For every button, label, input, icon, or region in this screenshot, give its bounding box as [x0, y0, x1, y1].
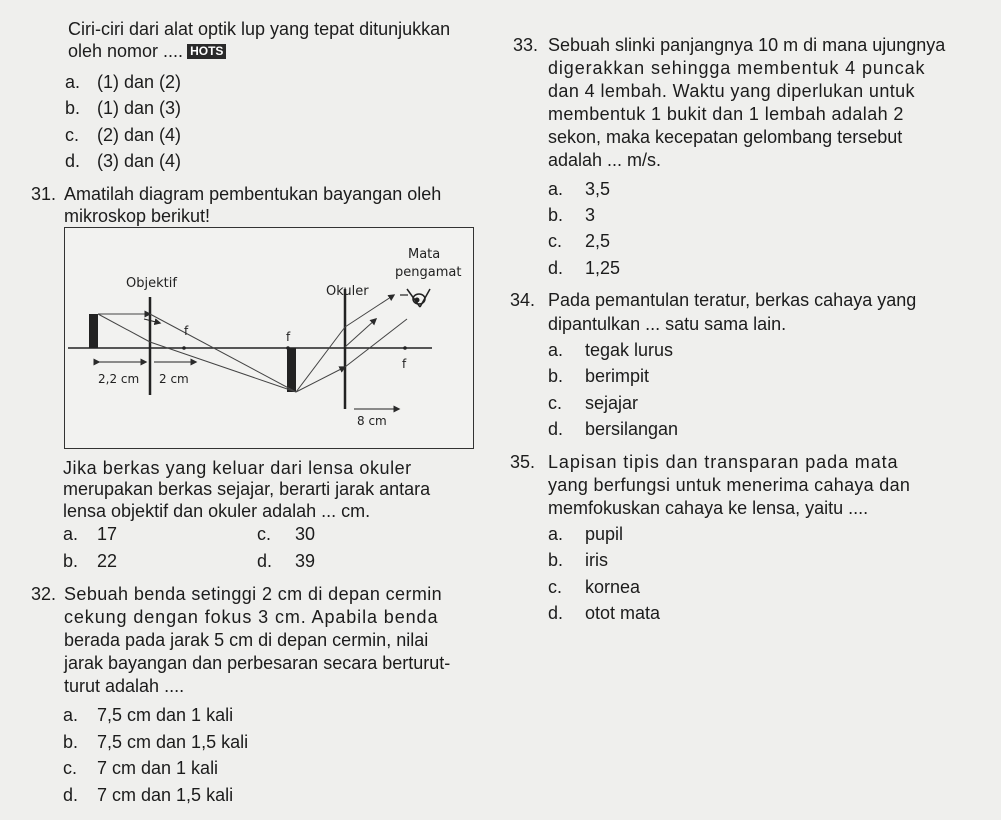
q32-option-a[interactable]: a. — [63, 705, 79, 725]
q34-line1: Pada pemantulan teratur, berkas cahaya yang — [548, 290, 917, 310]
q32-option-d[interactable]: d. — [63, 785, 79, 805]
q31-number: 31. — [31, 184, 57, 204]
q35-number: 35. — [510, 452, 536, 472]
q32-number: 32. — [31, 584, 57, 604]
q33-line2: digerakkan sehingga membentuk 4 puncak — [548, 58, 926, 78]
q32-line4: jarak bayangan dan perbesaran secara berturut- — [64, 653, 451, 673]
q34-option-c[interactable]: c. — [548, 393, 563, 413]
q33-line6: adalah ... m/s. — [548, 150, 662, 170]
q33-line4: membentuk 1 bukit dan 1 lembah adalah 2 — [548, 104, 904, 124]
q32-line1: Sebuah benda setinggi 2 cm di depan cermin — [64, 584, 443, 604]
q33-option-a-text: 3,5 — [585, 179, 611, 199]
label-8cm: 8 cm — [357, 414, 387, 428]
q35-line2: yang berfungsi untuk menerima cahaya dan — [548, 475, 911, 495]
q34-option-a[interactable]: a. — [548, 340, 564, 360]
label-2-2cm: 2,2 cm — [98, 372, 140, 386]
q32-option-c-text: 7 cm dan 1 kali — [97, 758, 219, 778]
q32-option-b[interactable]: b. — [63, 732, 79, 752]
label-mata: Mata — [408, 247, 441, 262]
q34-option-b-text: berimpit — [585, 366, 650, 386]
q34-option-a-text: tegak lurus — [585, 340, 674, 360]
q32-line2: cekung dengan fokus 3 cm. Apabila benda — [64, 607, 439, 627]
q35-line1: Lapisan tipis dan transparan pada mata — [548, 452, 899, 472]
q30-option-d-text: (3) dan (4) — [97, 151, 182, 171]
label-pengamat: pengamat — [395, 265, 462, 280]
q33-option-a[interactable]: a. — [548, 179, 564, 199]
label-f-eyepiece: f — [402, 357, 407, 371]
label-f-image: f — [286, 330, 291, 344]
q31-option-b-text: 22 — [97, 551, 118, 571]
q33-line5: sekon, maka kecepatan gelombang tersebut — [548, 127, 903, 147]
q34-option-b[interactable]: b. — [548, 366, 564, 386]
q31-after-line2: merupakan berkas sejajar, berarti jarak antara — [63, 479, 431, 499]
q31-option-d-text: 39 — [295, 551, 316, 571]
q35-option-c[interactable]: c. — [548, 577, 563, 597]
label-okuler: Okuler — [326, 284, 369, 299]
q34-option-d-text: bersilangan — [585, 419, 679, 439]
q35-line3: memfokuskan cahaya ke lensa, yaitu .... — [548, 498, 869, 518]
q30-stem-line2 — [68, 40, 226, 62]
q31-option-a-text: 17 — [97, 524, 118, 544]
q33-option-d-text: 1,25 — [585, 258, 621, 278]
q33-number: 33. — [513, 35, 539, 55]
q35-option-a-text: pupil — [585, 524, 624, 544]
q32-option-a-text: 7,5 cm dan 1 kali — [97, 705, 234, 725]
intermediate-image-icon — [287, 348, 296, 392]
q30-stem-line1: Ciri-ciri dari alat optik lup yang tepat ditunjukkan — [68, 19, 451, 39]
q35-option-b-text: iris — [585, 550, 608, 570]
focus-point — [403, 346, 407, 350]
q31-option-d[interactable]: d. — [257, 551, 273, 571]
focus-point — [286, 346, 290, 350]
q30-option-c[interactable] — [65, 124, 79, 146]
label-2cm: 2 cm — [159, 372, 189, 386]
q32-line3: berada pada jarak 5 cm di depan cermin, nilai — [64, 630, 429, 650]
q31-option-b[interactable]: b. — [63, 551, 79, 571]
q32-line5: turut adalah .... — [64, 676, 185, 696]
q31-option-c[interactable]: c. — [257, 524, 272, 544]
q35-option-c-text: kornea — [585, 577, 641, 597]
q30-option-b[interactable] — [65, 97, 80, 119]
q31-stem-line1: Amatilah diagram pembentukan bayangan oleh — [64, 184, 442, 204]
focus-point — [182, 346, 186, 350]
q33-option-c[interactable]: c. — [548, 231, 563, 251]
q31-after-line3: lensa objektif dan okuler adalah ... cm. — [63, 501, 371, 521]
q32-option-b-text: 7,5 cm dan 1,5 kali — [97, 732, 249, 752]
q33-line1: Sebuah slinki panjangnya 10 m di mana ujungnya — [548, 35, 946, 55]
q34-option-c-text: sejajar — [585, 393, 639, 413]
q35-option-a[interactable]: a. — [548, 524, 564, 544]
q34-line2: dipantulkan ... satu sama lain. — [548, 314, 787, 334]
option-letter: b. — [65, 98, 81, 118]
q33-option-b-text: 3 — [585, 205, 596, 225]
q30-option-b-text: (1) dan (3) — [97, 98, 182, 118]
q30-stem-text: oleh nomor .... — [68, 41, 184, 61]
label-objektif: Objektif — [126, 276, 177, 291]
option-letter: d. — [65, 151, 81, 171]
q33-line3: dan 4 lembah. Waktu yang diperlukan untuk — [548, 81, 915, 101]
q34-option-d[interactable]: d. — [548, 419, 564, 439]
q31-option-c-text: 30 — [295, 524, 316, 544]
q32-option-c[interactable]: c. — [63, 758, 78, 778]
q32-option-d-text: 7 cm dan 1,5 kali — [97, 785, 234, 805]
q31-after-line1: Jika berkas yang keluar dari lensa okuler — [63, 458, 412, 478]
q31-stem-line2: mikroskop berikut! — [64, 206, 211, 226]
q31-option-a[interactable]: a. — [63, 524, 79, 544]
q35-option-d-text: otot mata — [585, 603, 661, 623]
q33-option-d[interactable]: d. — [548, 258, 564, 278]
q30-option-a-text: (1) dan (2) — [97, 72, 182, 92]
q30-option-d[interactable] — [65, 150, 80, 172]
option-letter: c. — [65, 125, 80, 145]
q35-option-d[interactable]: d. — [548, 603, 564, 623]
q33-option-c-text: 2,5 — [585, 231, 611, 251]
q34-number: 34. — [510, 290, 536, 310]
q33-option-b[interactable]: b. — [548, 205, 564, 225]
microscope-diagram — [64, 227, 474, 449]
object-icon — [89, 314, 98, 348]
q30-option-c-text: (2) dan (4) — [97, 125, 182, 145]
q35-option-b[interactable]: b. — [548, 550, 564, 570]
hots-badge: HOTS — [187, 44, 226, 59]
label-f-objective: f — [184, 324, 189, 338]
q30-option-a[interactable] — [65, 71, 80, 93]
option-letter: a. — [65, 72, 81, 92]
